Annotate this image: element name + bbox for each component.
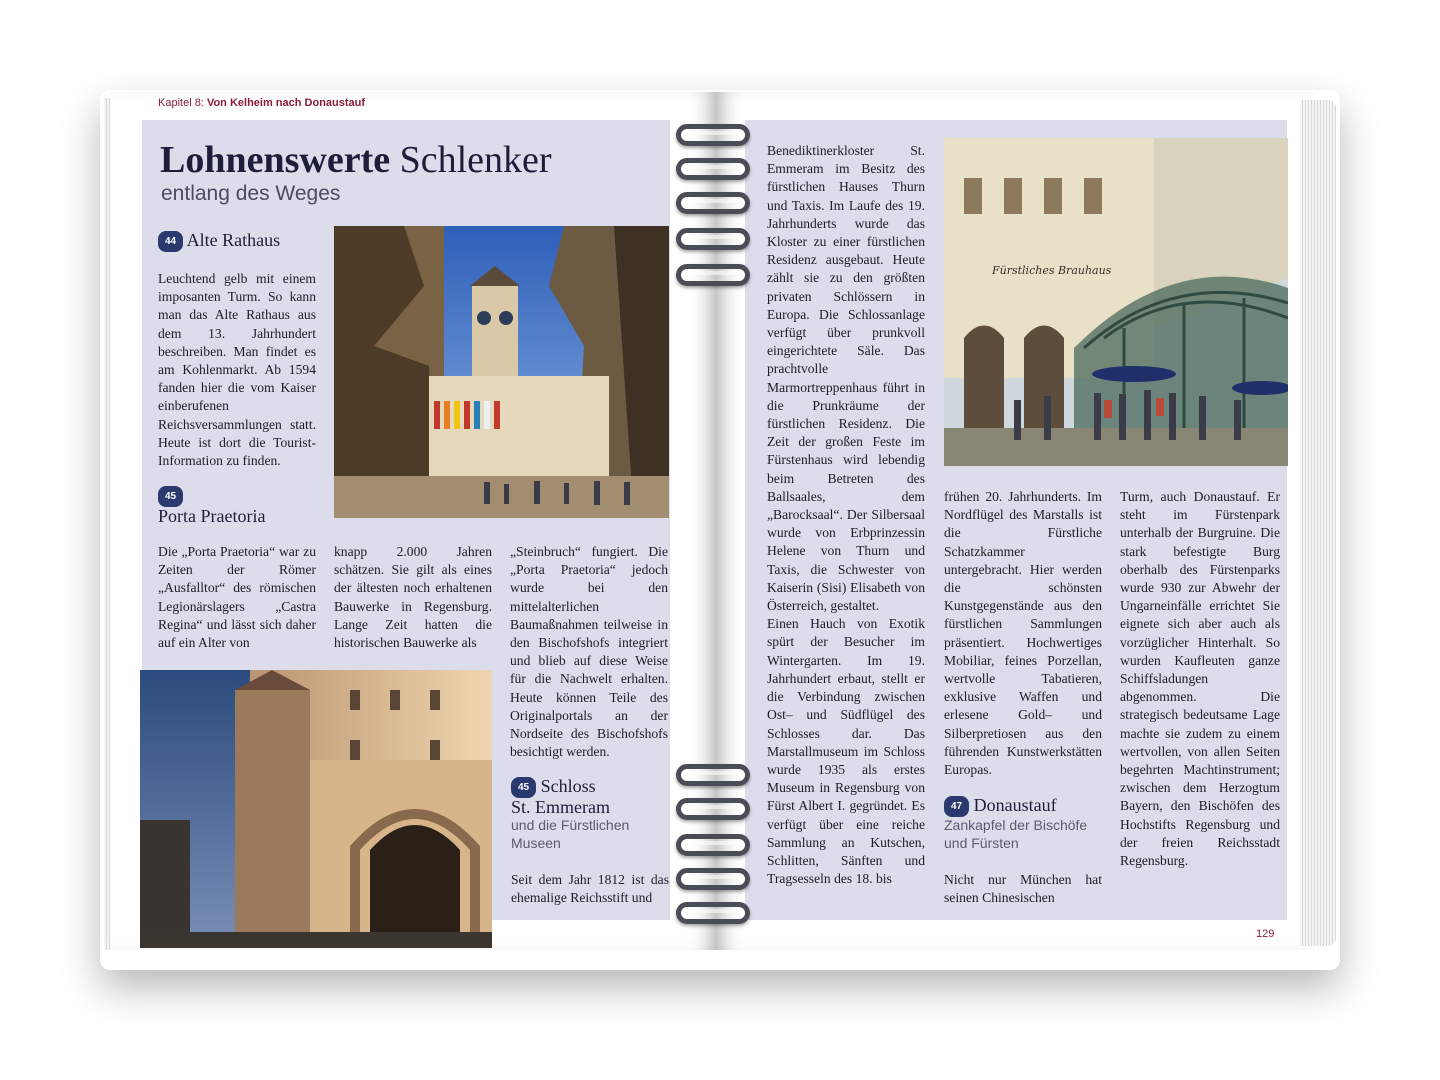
spiral-ring [676, 902, 750, 924]
photo-fuerstliches-brauhaus [944, 138, 1288, 466]
number-badge: 47 [944, 796, 969, 817]
spiral-ring [676, 764, 750, 786]
spiral-ring [676, 192, 750, 214]
spiral-ring [676, 158, 750, 180]
page-number: 129 [1256, 928, 1275, 940]
spiral-ring [676, 228, 750, 250]
page-subtitle: entlang des Weges [161, 182, 341, 205]
photo-porta-praetoria [140, 670, 492, 948]
number-badge: 45 [511, 777, 536, 798]
page-title: Lohnenswerte Schlenker [160, 139, 552, 181]
chapter-header: Kapitel 8: Von Kelheim nach Donaustauf [158, 97, 366, 109]
subheading-donaustauf: Zankapfel der Bischöfe und Fürsten [944, 817, 1088, 851]
text-right-col2: frühen 20. Jahrhunderts. Im Nordflügel des Marstalls ist die Fürstliche Schatzkammer untergebracht. Hier werden die schönsten Kunstgegenstände aus den fürstlichen Sammlungen präsentiert. Hochwertiges Mobiliar, feines Porzellan, wertvolle Tabatieren, exklusive Waffen und erlesene Gold– und Silberpretiosen aus den führenden Kunstwerkstätten Europas. [944, 489, 1102, 778]
spiral-ring [676, 868, 750, 890]
text-porta-col3: „Steinbruch“ fungiert. Die „Porta Praetoria“ jedoch wurde bei den mittelalterlichen Baumaßnahmen teilweise in den Bischofshofs integriert und blieb auf diese Weise für die Nachwelt erhalten. Heute können Teile des Originalportals an der Nordseite des Bischofshofs besichtigt werden. [510, 544, 668, 760]
heading-donaustauf: 47 Donaustauf [944, 796, 1057, 817]
heading-porta-praetoria: 45 Porta Praetoria [158, 486, 265, 526]
text-porta-col1: Die „Porta Praetoria“ war zu Zeiten der Römer „Ausfalltor“ des römischen Legionärslagers „Castra Regina“ und lässt sich daher auf ein Alter von [158, 544, 316, 651]
number-badge: 45 [158, 486, 183, 507]
text-alte-rathaus: Leuchtend gelb mit einem imposanten Turm. So kann man das Alte Rathaus aus dem 13. Jahrhundert beschreiben. Man findet es am Kohlenmarkt. Ab 1594 fanden hier die vom Kaiser einberufenen Reichsversammlungen statt. Heute ist dort die Tourist-Information zu finden. [158, 271, 316, 469]
text-schloss-emmeram: Seit dem Jahr 1812 ist das ehemalige Reichsstift und [511, 872, 669, 906]
photo-sign-text: Fürstliches Brauhaus [992, 264, 1112, 277]
subheading-schloss-emmeram: und die Fürstlichen Museen [511, 817, 630, 851]
text-donaustauf: Nicht nur München hat seinen Chinesischen [944, 872, 1102, 906]
text-porta-col2: knapp 2.000 Jahren schätzen. Sie gilt als eines der ältesten noch erhaltenen Bauwerke in Regensburg. Lange Zeit hatten die historischen Bauwerke als [334, 544, 492, 651]
page-edges-right [1300, 100, 1336, 946]
photo-alte-rathaus [334, 226, 669, 518]
heading-alte-rathaus: 44 Alte Rathaus [158, 231, 280, 252]
spiral-ring [676, 798, 750, 820]
text-right-col3: Turm, auch Donaustauf. Er steht im Fürstenpark unterhalb der Burgruine. Die stark befestigte Burg oberhalb des Fürstenparks wurde 930 zur Abwehr der Ungarneinfälle errichtet Sie eignete sich aber auch als vorzüglicher Hinterhalt. So wurden Kaufleuten ganze Schiffsladungen abgenommen. Die strategisch bedeutsame Lage machte sie zudem zu einem wertvollen, von allen Seiten begehrten Machtinstrument; zwischen dem Herzogtum Bayern, den Bischöfen des Hochstifts Regensburg und der freien Reichsstadt Regensburg. [1120, 489, 1280, 869]
spiral-ring [676, 124, 750, 146]
spiral-ring [676, 264, 750, 286]
text-right-col1: Benediktinerkloster St. Emmeram im Besitz des fürstlichen Hauses Thurn und Taxis. Im Laufe des 19. Jahrhunderts wurde das Kloster zu einer fürstlichen Residenz ausgebaut. Heute zählt sie zu den größten privaten Schlössern in Europa. Die Schlossanlage verfügt über prunkvoll eingerichtete Säle. Das prachtvolle Marmortreppenhaus führt in die Prunkräume der fürstlichen Residenz. Die Zeit der großen Feste im Fürstenhaus wird lebendig beim Betreten des Ballsaales, dem „Barocksaal“. Der Silbersaal wurde von Erbprinzessin Helene von Thurn und Taxis, die Schwester von Kaiserin (Sisi) Elisabeth von Österreich, gestaltet. Einen Hauch von Exotik spürt der Besucher im Wintergarten. Im 19. Jahrhundert erbaut, stellt er die Verbindung zwischen Ost– und Südflügel des Schlosses dar. Das Marstallmuseum im Schloss wurde 1935 als erstes Museum in Regensburg von Fürst Albert I. gegründet. Es verfügt über eine reiche Sammlung an Kutschen, Schlitten, Sänften und Tragsesseln des 18. bis [767, 143, 925, 887]
spiral-ring [676, 834, 750, 856]
number-badge: 44 [158, 231, 183, 252]
heading-schloss-emmeram: 45 Schloss St. Emmeram [511, 776, 610, 818]
